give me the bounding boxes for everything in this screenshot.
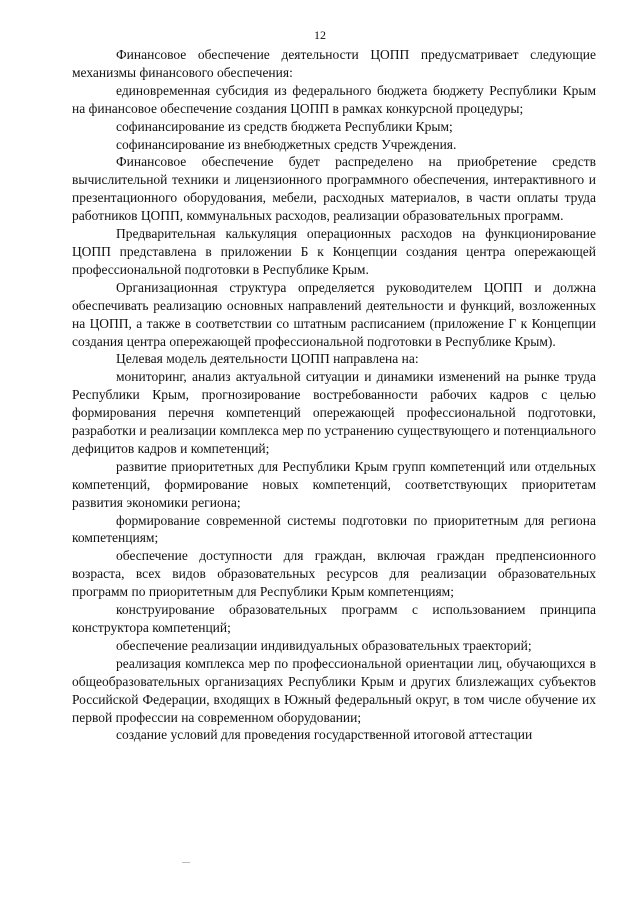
paragraph-competency-development: развитие приоритетных для Республики Крым групп компетенций или отдельных компетенций, формирование новых компетенций, соответствующих приоритетам развития экономики региона; — [72, 458, 596, 510]
paragraph-accessibility: обеспечение доступности для граждан, включая граждан предпенсионного возраста, всех видов образовательных ресурсов для реализации образовательных программ по приоритетным для Республики Крым компетенциям; — [72, 548, 596, 600]
paragraph-target-model-intro: Целевая модель деятельности ЦОПП направлена на: — [116, 351, 419, 367]
paragraph-regional-cofinancing: софинансирование из средств бюджета Республики Крым; — [116, 118, 453, 134]
paragraph-career-guidance: реализация комплекса мер по профессиональной ориентации лиц, обучающихся в общеобразовательных организациях Республики Крым и других близлежащих субъектов Российской Федерации, входящих в Южный федеральный округ, в том числе обучение их первой профессии на современном оборудовании; — [72, 655, 596, 725]
paragraph-organizational-structure: Организационная структура определяется руководителем ЦОПП и должна обеспечивать реализацию основных направлений деятельности и функций, возложенных на ЦОПП, а также в соответствии со штатным расписанием (приложение Г к Концепции создания центра опережающей профессиональной подготовки в Республике Крым). — [72, 279, 596, 349]
paragraph-financing-intro: Финансовое обеспечение деятельности ЦОПП предусматривает следующие механизмы финансового обеспечения: — [72, 47, 596, 80]
paragraph-extrabudgetary-cofinancing: софинансирование из внебюджетных средств Учреждения. — [116, 136, 457, 152]
paragraph-program-construction: конструирование образовательных программ с использованием принципа конструктора компетенций; — [72, 602, 596, 635]
scan-mark — [182, 862, 190, 863]
paragraph-monitoring: мониторинг, анализ актуальной ситуации и динамики изменений на рынке труда Республики Крым, прогнозирование востребованности рабочих кадров с целью формирования перечня компетенций опережающей профессиональной подготовки, разработки и реализации комплекса мер по устранению существующего и потенциального дефицитов кадров и компетенций; — [72, 369, 596, 456]
paragraph-funds-distribution: Финансовое обеспечение будет распределено на приобретение средств вычислительной техники и лицензионного программного обеспечения, интерактивного и презентационного оборудования, мебели, расходных материалов, в части оплаты труда работников ЦОПП, коммунальных расходов, реализации образовательных программ. — [72, 154, 596, 224]
paragraph-training-system: формирование современной системы подготовки по приоритетным для региона компетенциям; — [72, 512, 596, 546]
paragraph-individual-trajectories: обеспечение реализации индивидуальных образовательных траекторий; — [116, 637, 532, 653]
page-number: 12 — [314, 28, 326, 42]
document-body — [72, 46, 596, 744]
paragraph-preliminary-calculation: Предварительная калькуляция операционных расходов на функционирование ЦОПП представлена в приложении Б к Концепции создания центра опережающей профессиональной подготовки в Республике Крым. — [72, 226, 596, 277]
paragraph-final-attestation: создание условий для проведения государственной итоговой аттестации — [116, 727, 533, 743]
paragraph-federal-subsidy: единовременная субсидия из федерального бюджета бюджету Республики Крым на финансовое обеспечение создания ЦОПП в рамках конкурсной процедуры; — [72, 82, 596, 116]
